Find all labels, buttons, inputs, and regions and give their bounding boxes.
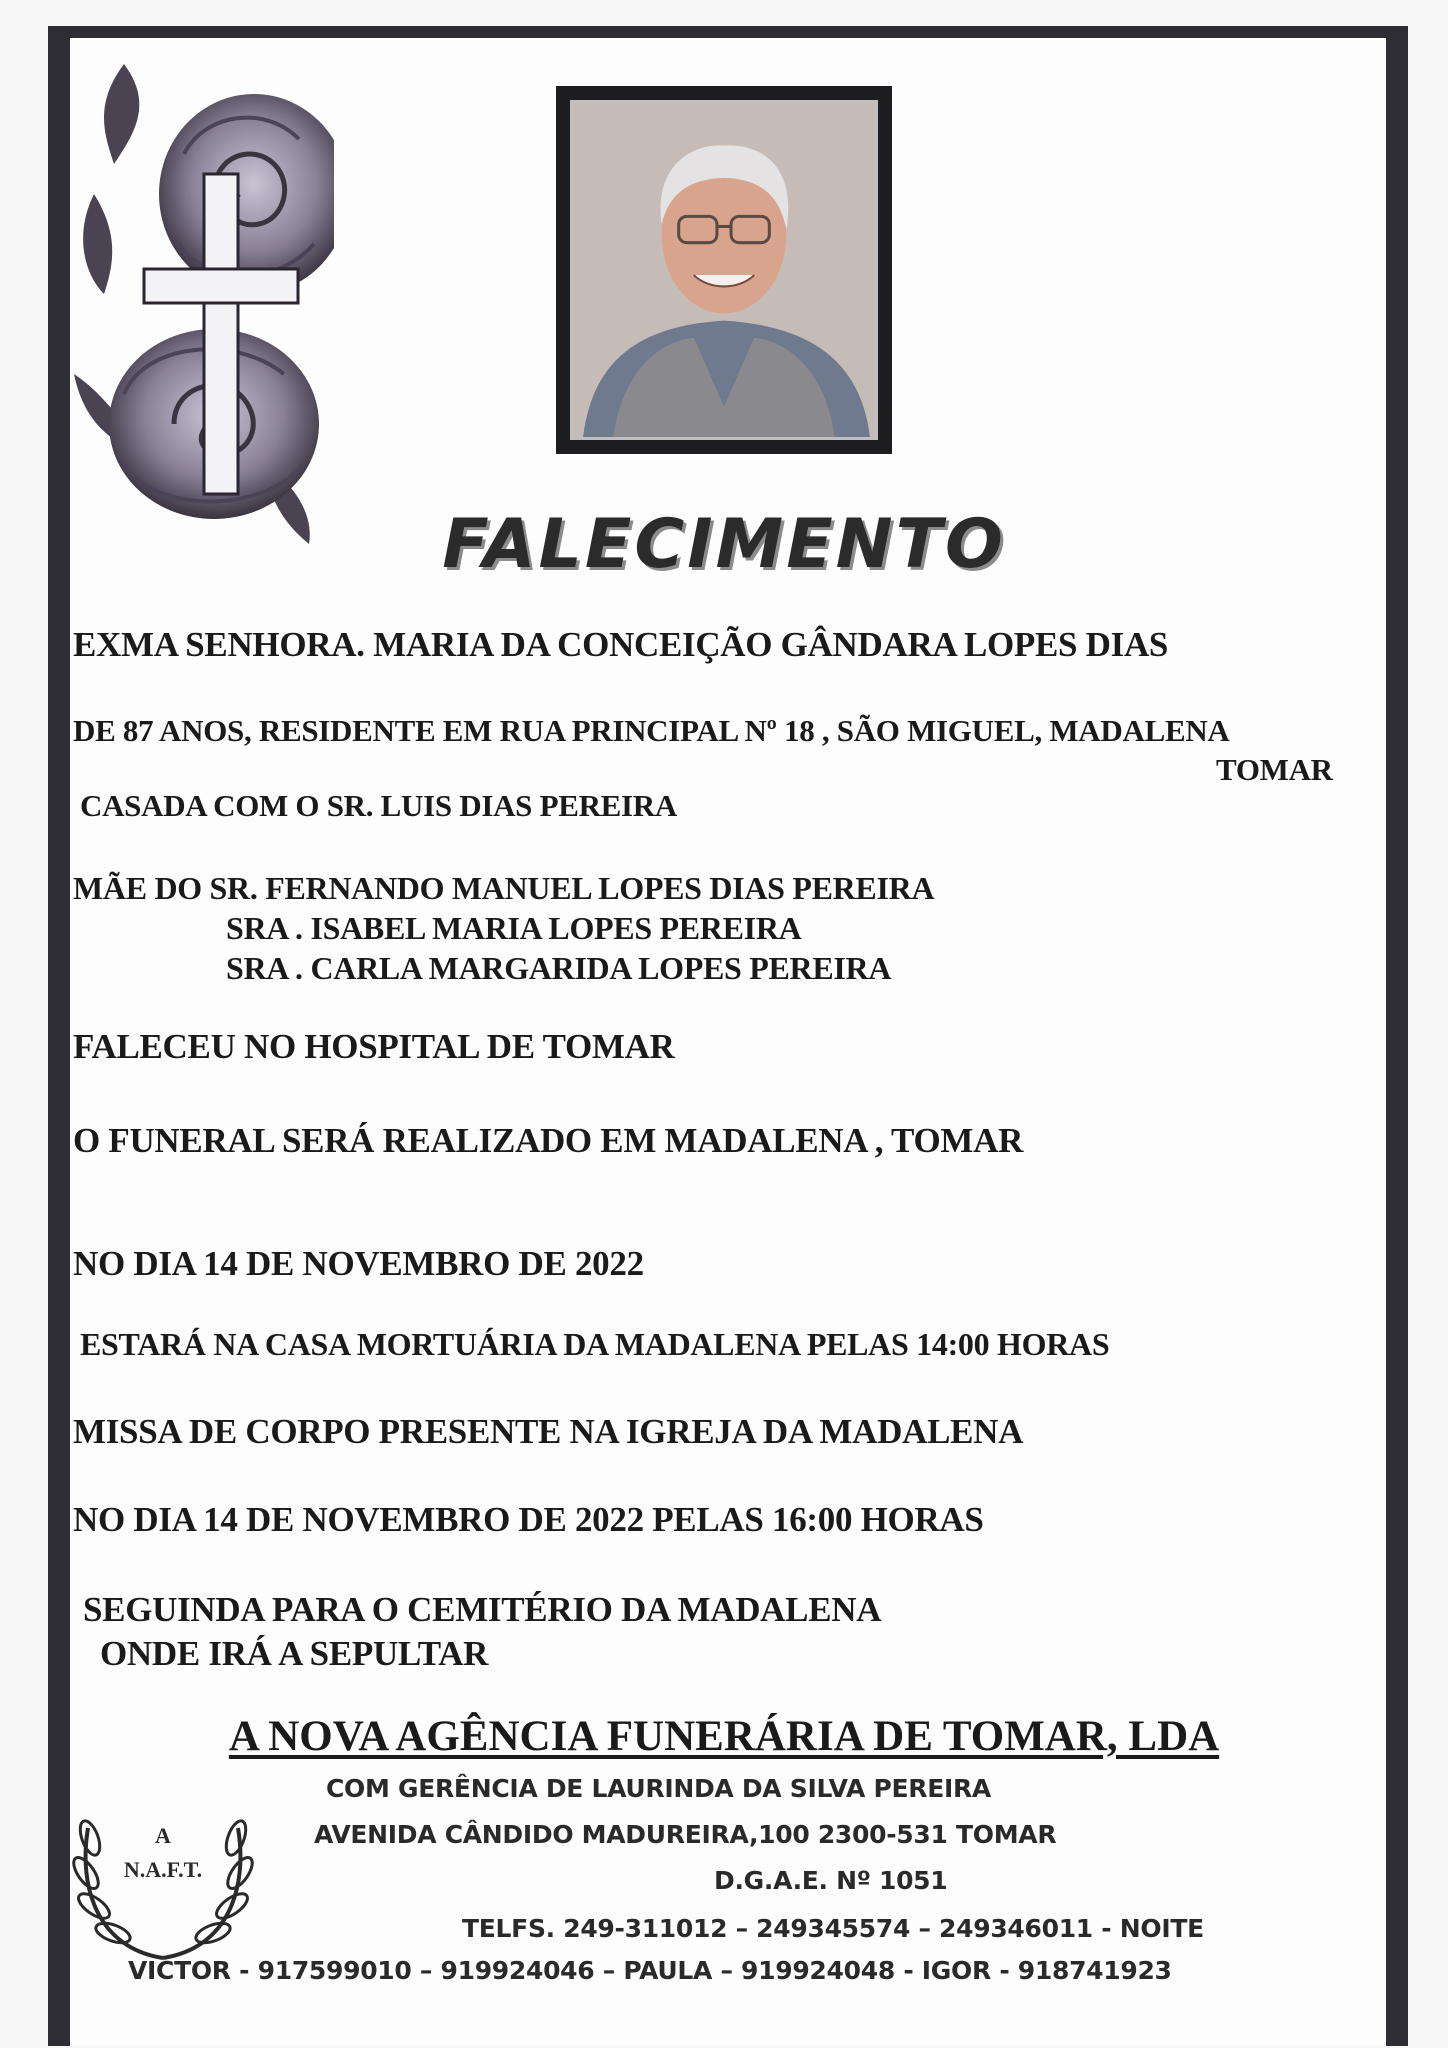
residence-city-line: TOMAR	[1216, 752, 1333, 787]
age-residence-line: DE 87 ANOS, RESIDENTE EM RUA PRINCIPAL Nº 18 , SÃO MIGUEL, MADALENA	[73, 713, 1230, 748]
portrait-frame	[556, 86, 892, 454]
child-line-2: SRA . ISABEL MARIA LOPES PEREIRA	[226, 910, 802, 946]
funeral-date-line: NO DIA 14 DE NOVEMBRO DE 2022	[73, 1244, 644, 1283]
agency-management: COM GERÊNCIA DE LAURINDA DA SILVA PEREIRA	[326, 1774, 991, 1803]
logo-letter: A	[155, 1823, 171, 1848]
logo-text: N.A.F.T.	[123, 1857, 203, 1882]
child-line-3: SRA . CARLA MARGARIDA LOPES PEREIRA	[226, 950, 892, 986]
spouse-line: CASADA COM O SR. LUIS DIAS PEREIRA	[80, 788, 677, 823]
agency-dgae: D.G.A.E. Nº 1051	[714, 1866, 948, 1895]
funeral-location-line: O FUNERAL SERÁ REALIZADO EM MADALENA , TOMAR	[73, 1121, 1024, 1160]
burial-line-2: ONDE IRÁ A SEPULTAR	[100, 1634, 489, 1673]
mass-line: MISSA DE CORPO PRESENTE NA IGREJA DA MADALENA	[73, 1412, 1024, 1451]
death-place-line: FALECEU NO HOSPITAL DE TOMAR	[73, 1027, 675, 1066]
mass-date-line: NO DIA 14 DE NOVEMBRO DE 2022 PELAS 16:00 HORAS	[73, 1500, 984, 1539]
portrait-photo	[573, 103, 875, 437]
notice-title: FALECIMENTO	[442, 505, 1006, 584]
cross-with-roses-icon	[64, 44, 334, 564]
child-line-1: MÃE DO SR. FERNANDO MANUEL LOPES DIAS PEREIRA	[73, 870, 935, 906]
agency-name: A NOVA AGÊNCIA FUNERÁRIA DE TOMAR, LDA	[228, 1713, 1220, 1760]
wake-line: ESTARÁ NA CASA MORTUÁRIA DA MADALENA PELAS 14:00 HORAS	[80, 1326, 1110, 1362]
burial-line-1: SEGUINDA PARA O CEMITÉRIO DA MADALENA	[83, 1590, 882, 1629]
deceased-name-line: EXMA SENHORA. MARIA DA CONCEIÇÃO GÂNDARA LOPES DIAS	[73, 625, 1169, 664]
agency-phones: TELFS. 249-311012 – 249345574 – 249346011 - NOITE	[462, 1914, 1204, 1943]
agency-night-contacts: VICTOR - 917599010 – 919924046 – PAULA – 919924048 - IGOR - 918741923	[128, 1956, 1172, 1985]
agency-address: AVENIDA CÂNDIDO MADUREIRA,100 2300-531 TOMAR	[314, 1820, 1057, 1849]
